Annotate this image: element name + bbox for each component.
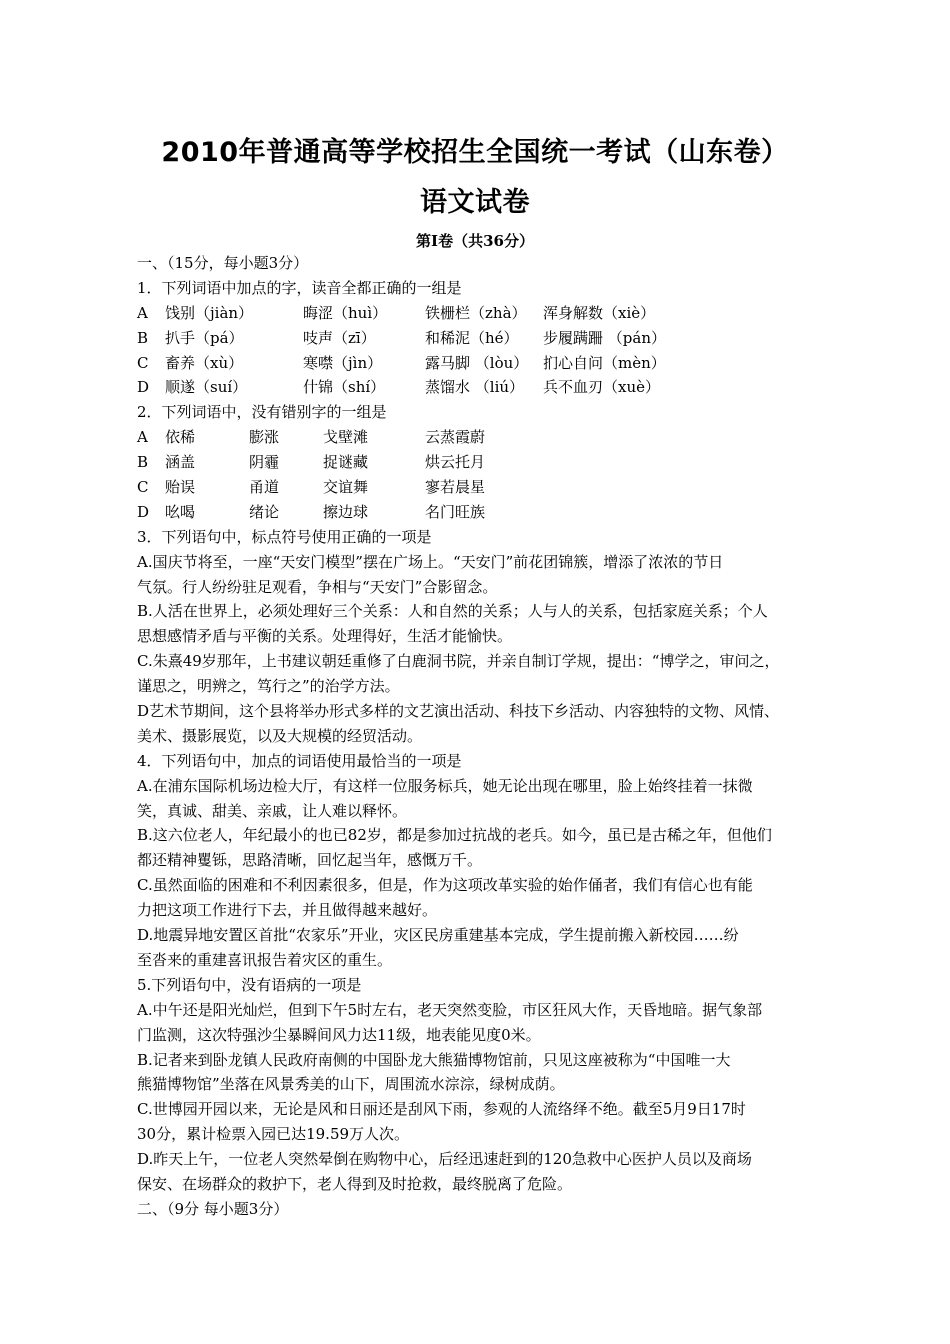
option-letter: D [137, 502, 150, 521]
option-item: 扪心自问（mèn） [543, 353, 666, 372]
question-stem: 2．下列词语中，没有错别字的一组是 [137, 403, 387, 422]
option-item: 寥若晨星 [425, 478, 486, 497]
option-line: A.国庆节将至，一座“天安门模型”摆在广场上。“天安门”前花团锦簇，增添了浓浓的节日 [137, 552, 724, 571]
option-item: 交谊舞 [323, 478, 369, 497]
option-item: 擦边球 [323, 502, 369, 521]
part-heading: 第Ⅰ卷（共36分） [416, 232, 534, 250]
option-item: 甬道 [249, 478, 280, 497]
option-line: A.在浦东国际机场边检大厅，有这样一位服务标兵，她无论出现在哪里，脸上始终挂着一抹微 [137, 776, 753, 795]
question-stem: 3．下列语句中，标点符号使用正确的一项是 [137, 527, 432, 546]
option-line: A.中午还是阳光灿烂，但到下午5时左右，老天突然变脸，市区狂风大作，天昏地暗。据气象部 [137, 1000, 763, 1019]
option-row [137, 301, 825, 326]
option-item: 什锦（shí） [303, 378, 386, 397]
option-item: 顺遂（suí） [165, 378, 248, 397]
option-letter: C [137, 353, 149, 372]
option-item: 烘云托月 [425, 453, 486, 472]
question-options [137, 425, 825, 525]
option-row [137, 450, 825, 475]
option-line: B.记者来到卧龙镇人民政府南侧的中国卧龙大熊猫博物馆前，只见这座被称为“中国唯一大 [137, 1050, 731, 1069]
option-line: C.朱熹49岁那年，上书建议朝廷重修了白鹿洞书院，并亲自制订学规，提出：“博学之，审问之， [137, 652, 780, 671]
option-item: 浑身解数（xiè） [543, 303, 656, 322]
option-letter: A [137, 303, 148, 322]
option-line: 力把这项工作进行下去，并且做得越来越好。 [137, 901, 438, 920]
option-item: 云蒸霞蔚 [425, 428, 486, 447]
option-line: D艺术节期间，这个县将举办形式多样的文艺演出活动、科技下乡活动、内容独特的文物、风情、 [137, 702, 780, 721]
option-row [137, 351, 825, 376]
option-line: 熊猫博物馆”坐落在风景秀美的山下，周围流水淙淙，绿树成荫。 [137, 1075, 565, 1094]
option-item: 绪论 [249, 502, 280, 521]
option-item: 戈壁滩 [323, 428, 369, 447]
question-stem: 1．下列词语中加点的字，读音全都正确的一组是 [137, 278, 462, 297]
exam-content [137, 251, 825, 1222]
option-letter: D [137, 378, 150, 397]
option-line: 至沓来的重建喜讯报告着灾区的重生。 [137, 950, 393, 969]
option-letter: B [137, 328, 149, 347]
option-item: 扒手（pá） [165, 328, 244, 347]
option-item: 晦涩（huì） [303, 303, 388, 322]
option-row [137, 500, 825, 525]
option-letter: A [137, 428, 148, 447]
option-item: 铁栅栏（zhà） [425, 303, 527, 322]
option-line: C.虽然面临的困难和不利因素很多，但是，作为这项改革实验的始作俑者，我们有信心也有能 [137, 876, 753, 895]
option-letter: B [137, 453, 149, 472]
question-options [137, 301, 825, 401]
option-item: 步履蹒跚 （pán） [543, 328, 666, 347]
option-line: C.世博园开园以来，无论是风和日丽还是刮风下雨，参观的人流络绎不绝。截至5月9日17时 [137, 1100, 746, 1119]
option-row [137, 475, 825, 500]
option-line: 门监测，这次特强沙尘暴瞬间风力达11级，地表能见度0米。 [137, 1025, 541, 1044]
option-line: B.这六位老人，年纪最小的也已82岁，都是参加过抗战的老兵。如今，虽已是古稀之年，但他们 [137, 826, 772, 845]
option-item: 寒噤（jìn） [303, 353, 383, 372]
exam-subject-title: 语文试卷 [420, 187, 530, 218]
option-line: 谨思之，明辨之，笃行之”的治学方法。 [137, 677, 400, 696]
option-line: 美术、摄影展览，以及大规模的经贸活动。 [137, 726, 423, 745]
option-line: B.人活在世界上，必须处理好三个关系：人和自然的关系；人与人的关系，包括家庭关系；个人 [137, 602, 768, 621]
exam-title: 2010年普通高等学校招生全国统一考试（山东卷） [161, 137, 789, 168]
question-stem: 4．下列语句中，加点的词语使用最恰当的一项是 [137, 751, 462, 770]
option-line: 30分，累计检票入园已达19.59万人次。 [137, 1125, 410, 1144]
option-letter: C [137, 478, 149, 497]
option-item: 兵不血刃（xuè） [543, 378, 660, 397]
option-item: 捉谜藏 [323, 453, 369, 472]
question-stem: 5.下列语句中，没有语病的一项是 [137, 975, 362, 994]
option-item: 吆喝 [165, 502, 196, 521]
section-heading: 二、（9分 每小题3分） [137, 1199, 289, 1218]
option-item: 涵盖 [165, 453, 196, 472]
option-item: 膨涨 [249, 428, 280, 447]
option-item: 贻误 [165, 478, 196, 497]
option-line: D.昨天上午，一位老人突然晕倒在购物中心，后经迅速赶到的120急救中心医护人员以及商场 [137, 1150, 752, 1169]
option-item: 吱声（zī） [303, 328, 376, 347]
option-item: 名门旺族 [425, 502, 486, 521]
option-row [137, 375, 825, 400]
option-row [137, 326, 825, 351]
option-line: 笑，真诚、甜美、亲戚，让人难以释怀。 [137, 801, 408, 820]
option-item: 依稀 [165, 428, 196, 447]
option-item: 蒸馏水 （liú） [425, 378, 525, 397]
option-item: 饯别（jiàn） [165, 303, 254, 322]
option-item: 和稀泥（hé） [425, 328, 519, 347]
option-line: D.地震异地安置区首批“农家乐”开业，灾区民房重建基本完成，学生提前搬入新校园……纷 [137, 926, 739, 945]
option-item: 露马脚 （lòu） [425, 353, 529, 372]
option-line: 都还精神矍铄，思路清晰，回忆起当年，感慨万千。 [137, 851, 483, 870]
option-line: 思想感情矛盾与平衡的关系。处理得好，生活才能愉快。 [137, 627, 513, 646]
option-item: 畜养（xù） [165, 353, 244, 372]
option-line: 气氛。行人纷纷驻足观看，争相与“天安门”合影留念。 [137, 577, 498, 596]
option-item: 阴霾 [249, 453, 280, 472]
section-heading: 一、（15分，每小题3分） [137, 254, 309, 272]
option-line: 保安、在场群众的救护下，老人得到及时抢救，最终脱离了危险。 [137, 1174, 573, 1193]
option-row [137, 425, 825, 450]
